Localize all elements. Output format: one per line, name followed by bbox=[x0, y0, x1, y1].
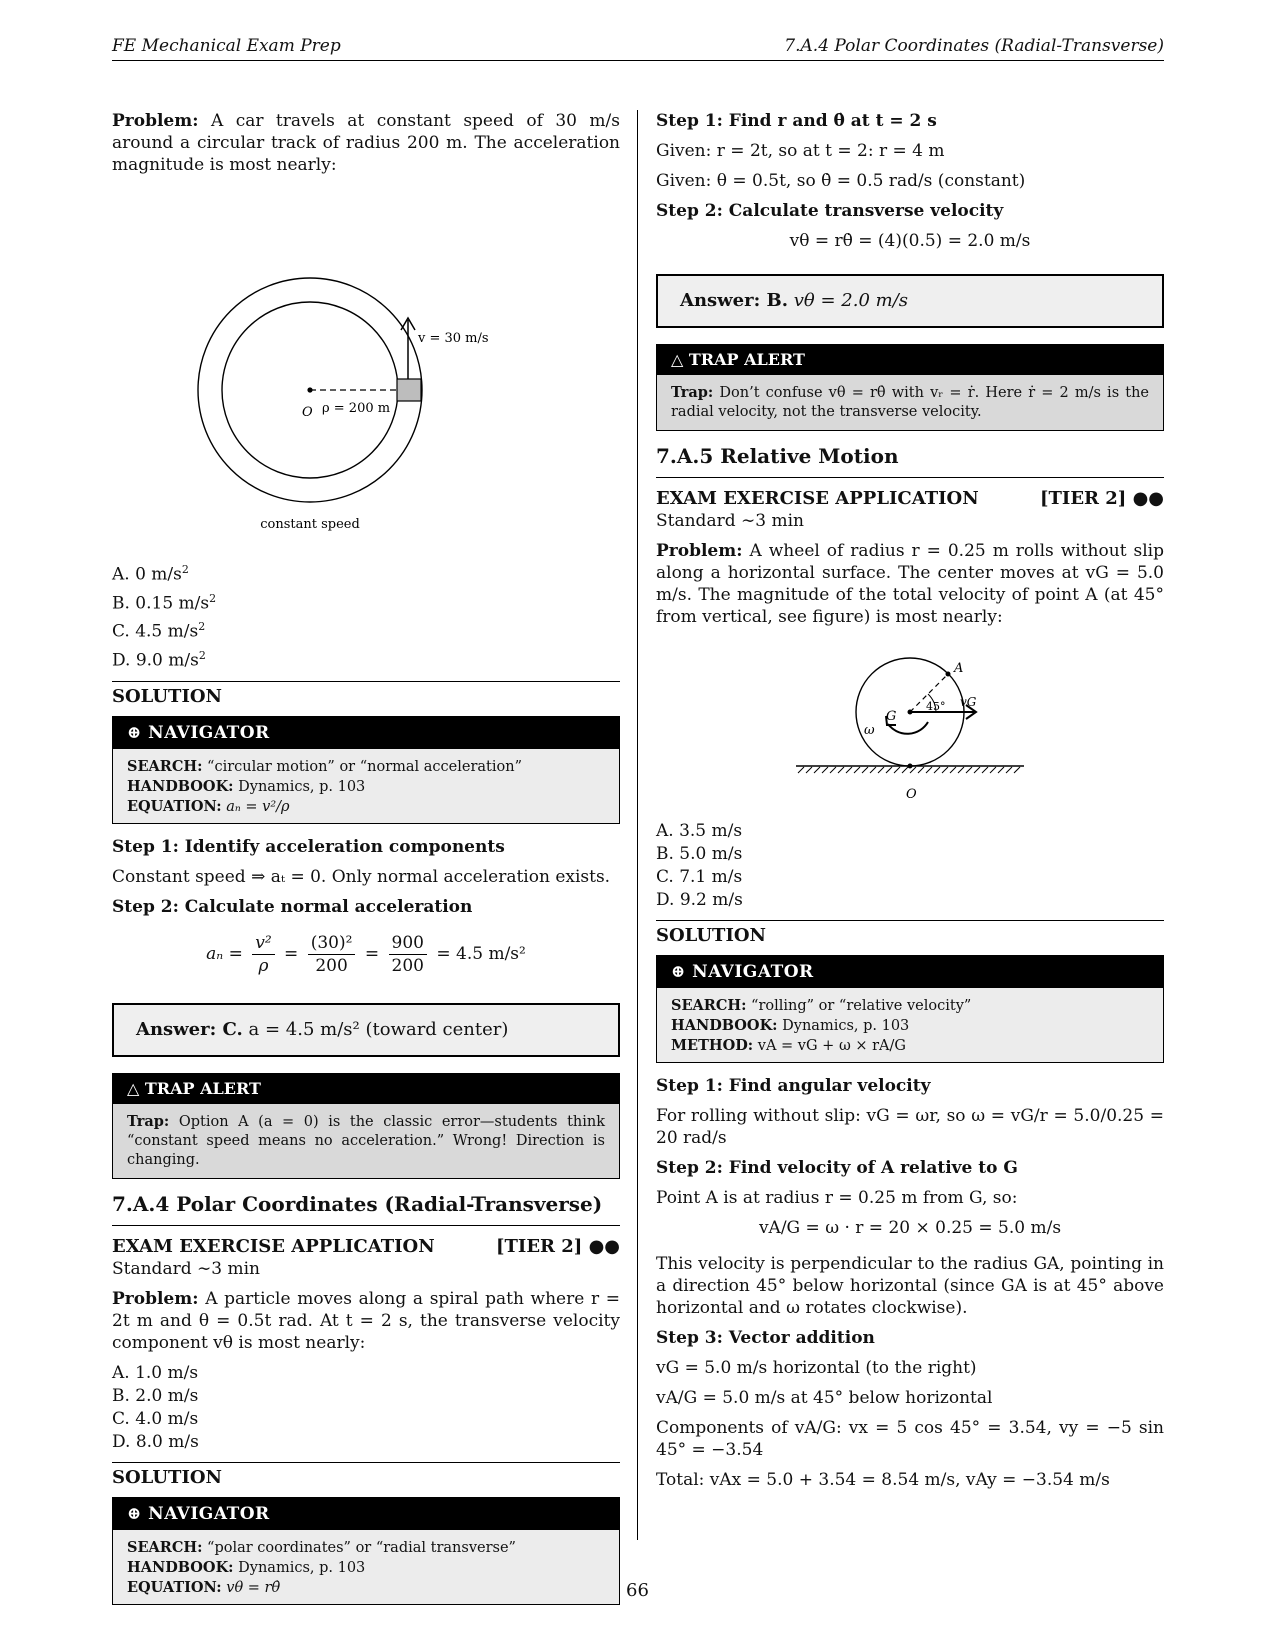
trap-alert-body: Trap: Option A (a = 0) is the classic error—students think “constant speed means no acceleration.” Wrong! Direction is changing. bbox=[113, 1104, 619, 1178]
circular-track-figure bbox=[112, 184, 620, 554]
trap-alert-box bbox=[656, 344, 1164, 431]
problem-3: Problem: A wheel of radius r = 0.25 m rolls without slip along a horizontal surface. The center moves at vG = 5.0 m/s. The magnitude of the total velocity of point A (at 45° from vertical, see figure) is most nearly: bbox=[656, 541, 1164, 627]
standard-time: Standard ∼3 min bbox=[656, 511, 804, 531]
problem-1 bbox=[112, 110, 620, 176]
velocity-label: v = 30 m/s bbox=[418, 331, 489, 346]
problem-2: Problem: A particle moves along a spiral path where r = 2t m and θ = 0.5t rad. At t = 2 s, the transverse velocity component vθ is most nearly: bbox=[112, 1288, 620, 1353]
trap-alert-body: Trap: Don’t confuse vθ = rθ̇ with vᵣ = ṙ. Here ṙ = 2 m/s is the radial velocity, not the transverse velocity. bbox=[657, 375, 1163, 430]
column-divider bbox=[637, 110, 638, 1540]
step-2-heading: Step 2: Calculate normal acceleration bbox=[112, 896, 473, 917]
relative-velocity-equation: vA/G = ω · r = 20 × 0.25 = 5.0 m/s bbox=[758, 1218, 1062, 1238]
trap-alert-box bbox=[112, 1073, 620, 1179]
solution-heading: SOLUTION bbox=[656, 920, 1164, 947]
step-2-text: Point A is at radius r = 0.25 m from G, so: bbox=[656, 1188, 1018, 1208]
option-a: A. 3.5 m/s bbox=[656, 821, 743, 841]
navigator-header: ⊕ NAVIGATOR bbox=[113, 1498, 619, 1530]
point-g-label: G bbox=[886, 709, 897, 724]
radius-label: ρ = 200 m bbox=[322, 401, 391, 416]
step-1-heading: Step 1: Find angular velocity bbox=[656, 1076, 931, 1096]
exercise-header: EXAM EXERCISE APPLICATION [TIER 2] ●● bbox=[112, 1235, 620, 1257]
option-b: B. 5.0 m/s bbox=[656, 844, 743, 864]
step-3-heading: Step 3: Vector addition bbox=[656, 1328, 875, 1348]
navigator-body: SEARCH: “rolling” or “relative velocity” HANDBOOK: Dynamics, p. 103 METHOD: vA = vG + ω × rA/G bbox=[657, 988, 1163, 1062]
option-b: B. 2.0 m/s bbox=[112, 1385, 199, 1406]
given-theta: Given: θ = 0.5t, so θ̇ = 0.5 rad/s (constant) bbox=[656, 171, 1026, 191]
left-column bbox=[112, 110, 620, 1617]
rolling-wheel-figure bbox=[656, 636, 1164, 816]
problem-2-options bbox=[112, 1362, 620, 1454]
step-2-explanation: This velocity is perpendicular to the radius GA, pointing in a direction 45° below horizontal (since GA is at 45° above horizontal and ω rotates clockwise). bbox=[656, 1254, 1164, 1318]
option-b: B. 0.15 $m/s^2$ bbox=[112, 591, 217, 614]
normal-acceleration-equation: aₙ = $\frac{\text{v²}}{\rho}$ = $\frac{\text{(30)²}}{200}$ = $\frac{900}{200}$ = 4.5 m/s² bbox=[206, 932, 526, 976]
option-a: A. 1.0 m/s bbox=[112, 1362, 199, 1383]
step-1-heading: Step 1: Identify acceleration components bbox=[112, 836, 505, 857]
navigator-box bbox=[112, 716, 620, 824]
origin-label: O bbox=[302, 405, 313, 420]
solution-heading: SOLUTION bbox=[112, 1462, 620, 1489]
vg-label: vG bbox=[960, 695, 977, 709]
header-left: FE Mechanical Exam Prep bbox=[112, 36, 341, 56]
page-number: 66 bbox=[626, 1580, 649, 1601]
right-column bbox=[656, 110, 1164, 1499]
total-line: Total: vAx = 5.0 + 3.54 = 8.54 m/s, vAy = −3.54 m/s bbox=[656, 1470, 1110, 1490]
navigator-box bbox=[656, 955, 1164, 1063]
components-line: Components of vA/G: vx = 5 cos 45° = 3.54, vy = −5 sin 45° = −3.54 bbox=[656, 1418, 1164, 1460]
omega-label: ω bbox=[864, 723, 875, 738]
navigator-header: ⊕ NAVIGATOR bbox=[113, 717, 619, 749]
step-1-heading: Step 1: Find r and θ̇ at t = 2 s bbox=[656, 111, 937, 131]
step-2-heading: Step 2: Calculate transverse velocity bbox=[656, 201, 1004, 221]
section-title-7a4: 7.A.4 Polar Coordinates (Radial-Transverse) bbox=[112, 1193, 620, 1226]
solution-heading: SOLUTION bbox=[112, 681, 620, 708]
given-r: Given: r = 2t, so at t = 2: r = 4 m bbox=[656, 141, 945, 161]
exercise-header: EXAM EXERCISE APPLICATION [TIER 2] ●● bbox=[656, 488, 1164, 509]
answer-box: Answer: B. vθ = 2.0 m/s bbox=[656, 274, 1164, 328]
problem-label: Problem: bbox=[112, 111, 199, 131]
option-c: C. 4.5 $m/s^2$ bbox=[112, 620, 206, 642]
point-a-label: A bbox=[954, 661, 964, 676]
navigator-body: SEARCH: “polar coordinates” or “radial transverse” HANDBOOK: Dynamics, p. 103 EQUATION: vθ = rθ̇ bbox=[113, 1530, 619, 1604]
problem-text: A car travels at constant speed of 30 m/s around a circular track of radius 200 m. The acceleration magnitude is most nearly: bbox=[112, 111, 620, 175]
option-d: D. 9.0 $m/s^2$ bbox=[112, 648, 206, 671]
step-1-text: For rolling without slip: vG = ωr, so ω = vG/r = 5.0/0.25 = 20 rad/s bbox=[656, 1106, 1164, 1148]
figure-caption: constant speed bbox=[260, 517, 360, 532]
vag-line: vA/G = 5.0 m/s at 45° below horizontal bbox=[656, 1388, 993, 1408]
standard-time: Standard ∼3 min bbox=[112, 1258, 260, 1279]
option-d: D. 8.0 m/s bbox=[112, 1431, 199, 1452]
rolling-wheel-svg bbox=[656, 636, 1164, 816]
navigator-header: ⊕ NAVIGATOR bbox=[657, 956, 1163, 988]
navigator-body: SEARCH: “circular motion” or “normal acceleration” HANDBOOK: Dynamics, p. 103 EQUATION: aₙ = v²/ρ bbox=[113, 749, 619, 823]
trap-alert-header: △ TRAP ALERT bbox=[113, 1074, 619, 1104]
header-right: 7.A.4 Polar Coordinates (Radial-Transverse) bbox=[784, 36, 1164, 56]
circular-track-svg bbox=[112, 184, 620, 554]
answer-box: Answer: C. a = 4.5 m/s² (toward center) bbox=[112, 1003, 620, 1057]
option-c: C. 7.1 m/s bbox=[656, 867, 743, 887]
vg-line: vG = 5.0 m/s horizontal (to the right) bbox=[656, 1358, 977, 1378]
option-a: A. 0 $m/s^2$ bbox=[112, 563, 189, 585]
step-1-text: Constant speed ⇒ aₜ = 0. Only normal acceleration exists. bbox=[112, 866, 611, 887]
problem-3-options bbox=[656, 820, 1164, 912]
section-title-7a5: 7.A.5 Relative Motion bbox=[656, 445, 1164, 478]
angle-label: 45° bbox=[926, 700, 946, 713]
option-d: D. 9.2 m/s bbox=[656, 890, 743, 910]
option-c: C. 4.0 m/s bbox=[112, 1408, 199, 1429]
transverse-velocity-equation: vθ = rθ̇ = (4)(0.5) = 2.0 m/s bbox=[789, 231, 1031, 251]
trap-alert-header: △ TRAP ALERT bbox=[657, 345, 1163, 375]
page-header bbox=[112, 34, 1164, 61]
problem-1-options bbox=[112, 558, 620, 673]
contact-point-label: O bbox=[906, 787, 917, 802]
step-2-heading: Step 2: Find velocity of A relative to G bbox=[656, 1158, 1018, 1178]
